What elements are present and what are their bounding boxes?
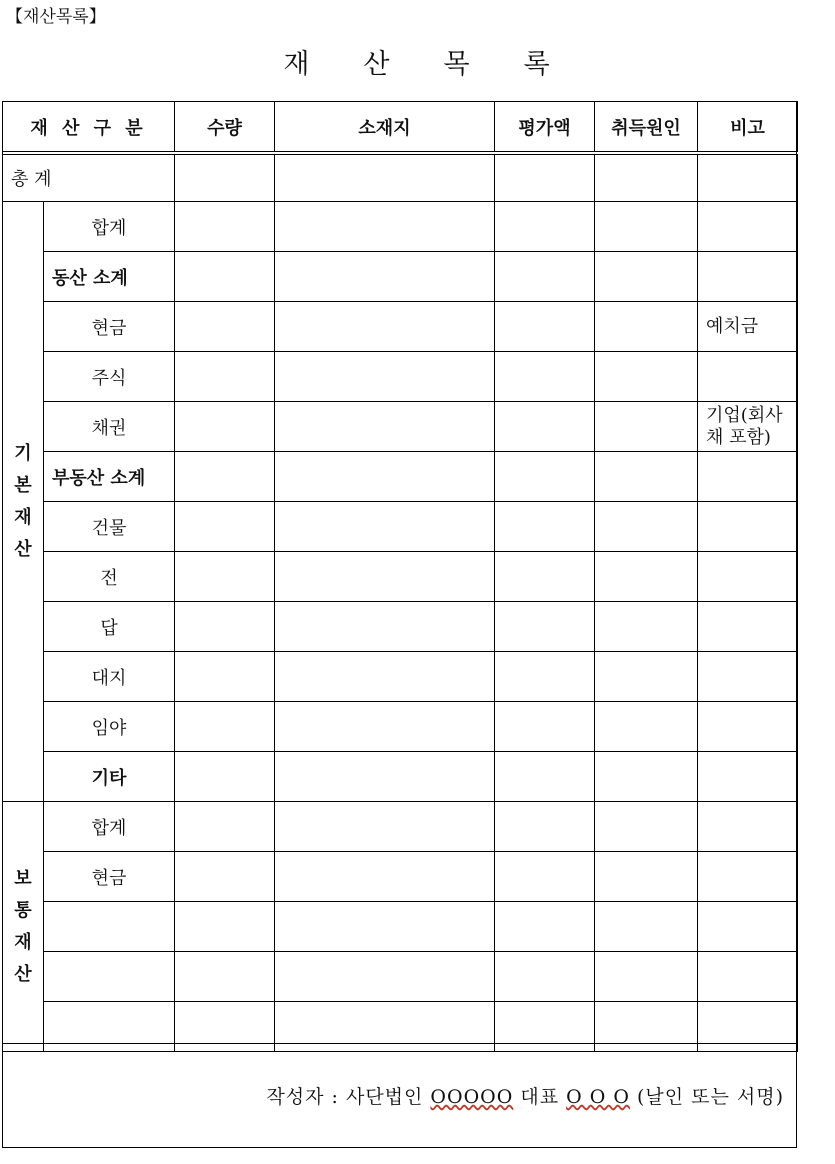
cell[interactable]: [698, 602, 798, 652]
table-row: [3, 902, 798, 952]
header-row: [3, 102, 798, 154]
cell[interactable]: [275, 352, 495, 402]
row-label-sum: 합계: [44, 202, 175, 252]
cell[interactable]: [175, 502, 275, 552]
page-title: [0, 42, 835, 81]
cell[interactable]: [495, 153, 595, 202]
organization-name[interactable]: OOOOO: [430, 1086, 514, 1108]
cell[interactable]: [175, 402, 275, 452]
cell[interactable]: [275, 302, 495, 352]
cell[interactable]: [495, 902, 595, 952]
cell[interactable]: [275, 552, 495, 602]
representative-name[interactable]: O O O: [566, 1086, 630, 1108]
cell[interactable]: [495, 352, 595, 402]
row-label-cash: 현금: [44, 302, 175, 352]
cell[interactable]: [495, 302, 595, 352]
table-row: [3, 402, 798, 452]
cell[interactable]: [698, 952, 798, 1002]
cell[interactable]: [595, 153, 698, 202]
cell[interactable]: [698, 153, 798, 202]
row-label-land: 대지: [44, 652, 175, 702]
cell[interactable]: [275, 802, 495, 852]
row-label-ordinary-sum: 합계: [44, 802, 175, 852]
row-label-ordinary-cash: 현금: [44, 852, 175, 902]
cell[interactable]: [275, 902, 495, 952]
row-label-stock: 주식: [44, 352, 175, 402]
cell[interactable]: [698, 852, 798, 902]
representative-label: 대표: [513, 1086, 567, 1108]
row-label-bond: 채권: [44, 402, 175, 452]
header-value: 평가액: [495, 102, 595, 154]
cell[interactable]: [175, 702, 275, 752]
header-acquisition: 취득원인: [595, 102, 698, 154]
asset-table: [2, 101, 798, 1052]
title-char: 록: [523, 49, 552, 80]
note-corporate-bond: 기업(회사채 포함): [698, 402, 798, 452]
table-row: [3, 802, 798, 852]
row-label-movable-subtotal: 동산 소계: [44, 252, 175, 302]
cell[interactable]: [275, 402, 495, 452]
row-label-realestate-subtotal: 부동산 소계: [44, 452, 175, 502]
cell[interactable]: [175, 452, 275, 502]
table-row: [3, 702, 798, 752]
cell[interactable]: [175, 252, 275, 302]
signature-section: [2, 1043, 797, 1148]
total-label: 총 계: [3, 153, 175, 202]
cell[interactable]: [595, 452, 698, 502]
cell[interactable]: [698, 652, 798, 702]
cell[interactable]: [698, 352, 798, 402]
cell[interactable]: [275, 502, 495, 552]
cell[interactable]: [595, 752, 698, 802]
cell[interactable]: [275, 952, 495, 1002]
table-row: [3, 252, 798, 302]
cell[interactable]: [175, 652, 275, 702]
cell[interactable]: [698, 802, 798, 852]
cell[interactable]: [495, 702, 595, 752]
table-row: [3, 752, 798, 802]
cell[interactable]: [595, 352, 698, 402]
signature-prefix: 작성자 : 사단법인: [266, 1086, 431, 1108]
total-row: [3, 153, 798, 202]
row-label-forest: 임야: [44, 702, 175, 752]
cell[interactable]: [495, 952, 595, 1002]
cell[interactable]: [698, 902, 798, 952]
cell[interactable]: [495, 452, 595, 502]
ordinary-assets-group-label: 보 통 재 산: [3, 802, 44, 1052]
header-location: 소재지: [275, 102, 495, 154]
cell[interactable]: [175, 552, 275, 602]
cell[interactable]: [175, 302, 275, 352]
table-row: [3, 502, 798, 552]
cell[interactable]: [595, 552, 698, 602]
table-row: [3, 202, 798, 252]
table-row: [3, 352, 798, 402]
cell[interactable]: [698, 202, 798, 252]
cell[interactable]: [698, 502, 798, 552]
cell[interactable]: [595, 652, 698, 702]
cell[interactable]: [495, 402, 595, 452]
cell[interactable]: [595, 802, 698, 852]
table-row: [3, 302, 798, 352]
cell[interactable]: [698, 552, 798, 602]
seal-instruction: (날인 또는 서명): [629, 1086, 784, 1108]
table-row: [3, 552, 798, 602]
title-char: 목: [443, 49, 472, 80]
cell[interactable]: [595, 902, 698, 952]
title-char: 재: [283, 49, 312, 80]
table-row: [3, 952, 798, 1002]
cell[interactable]: [44, 902, 175, 952]
title-char: 산: [363, 49, 392, 80]
cell[interactable]: [44, 952, 175, 1002]
cell[interactable]: [698, 702, 798, 752]
header-note: 비고: [698, 102, 798, 154]
cell[interactable]: [175, 752, 275, 802]
cell[interactable]: [495, 802, 595, 852]
cell[interactable]: [595, 702, 698, 752]
cell[interactable]: [275, 652, 495, 702]
cell[interactable]: [495, 202, 595, 252]
cell[interactable]: [698, 752, 798, 802]
cell[interactable]: [175, 952, 275, 1002]
table-row: [3, 652, 798, 702]
cell[interactable]: [595, 302, 698, 352]
cell[interactable]: [275, 153, 495, 202]
cell[interactable]: [495, 652, 595, 702]
cell[interactable]: [698, 252, 798, 302]
cell[interactable]: [275, 452, 495, 502]
cell[interactable]: [698, 452, 798, 502]
cell[interactable]: [595, 202, 698, 252]
header-quantity: 수량: [175, 102, 275, 154]
cell[interactable]: [495, 602, 595, 652]
cell[interactable]: [595, 852, 698, 902]
cell[interactable]: [175, 202, 275, 252]
cell[interactable]: [175, 852, 275, 902]
cell[interactable]: [275, 602, 495, 652]
row-label-field: 전: [44, 552, 175, 602]
row-label-building: 건물: [44, 502, 175, 552]
signature-line: [266, 1082, 784, 1109]
cell[interactable]: [275, 752, 495, 802]
table-row: [3, 602, 798, 652]
cell[interactable]: [175, 902, 275, 952]
row-label-paddy: 답: [44, 602, 175, 652]
cell[interactable]: [175, 802, 275, 852]
cell[interactable]: [275, 252, 495, 302]
cell[interactable]: [495, 502, 595, 552]
document-tag: 【재산목록】: [6, 7, 106, 27]
cell[interactable]: [275, 202, 495, 252]
cell[interactable]: [275, 852, 495, 902]
cell[interactable]: [175, 602, 275, 652]
header-category: 재 산 구 분: [3, 102, 175, 154]
cell[interactable]: [175, 352, 275, 402]
cell[interactable]: [595, 502, 698, 552]
row-label-etc: 기타: [44, 752, 175, 802]
cell[interactable]: [595, 952, 698, 1002]
cell[interactable]: [495, 752, 595, 802]
cell[interactable]: [595, 602, 698, 652]
table-row: [3, 452, 798, 502]
table-row: [3, 852, 798, 902]
cell[interactable]: [595, 252, 698, 302]
basic-assets-group-label: 기 본 재 산: [3, 202, 44, 802]
note-deposit: 예치금: [698, 302, 798, 352]
cell[interactable]: [495, 252, 595, 302]
cell[interactable]: [275, 702, 495, 752]
cell[interactable]: [495, 852, 595, 902]
cell[interactable]: [595, 402, 698, 452]
cell[interactable]: [175, 153, 275, 202]
cell[interactable]: [495, 552, 595, 602]
